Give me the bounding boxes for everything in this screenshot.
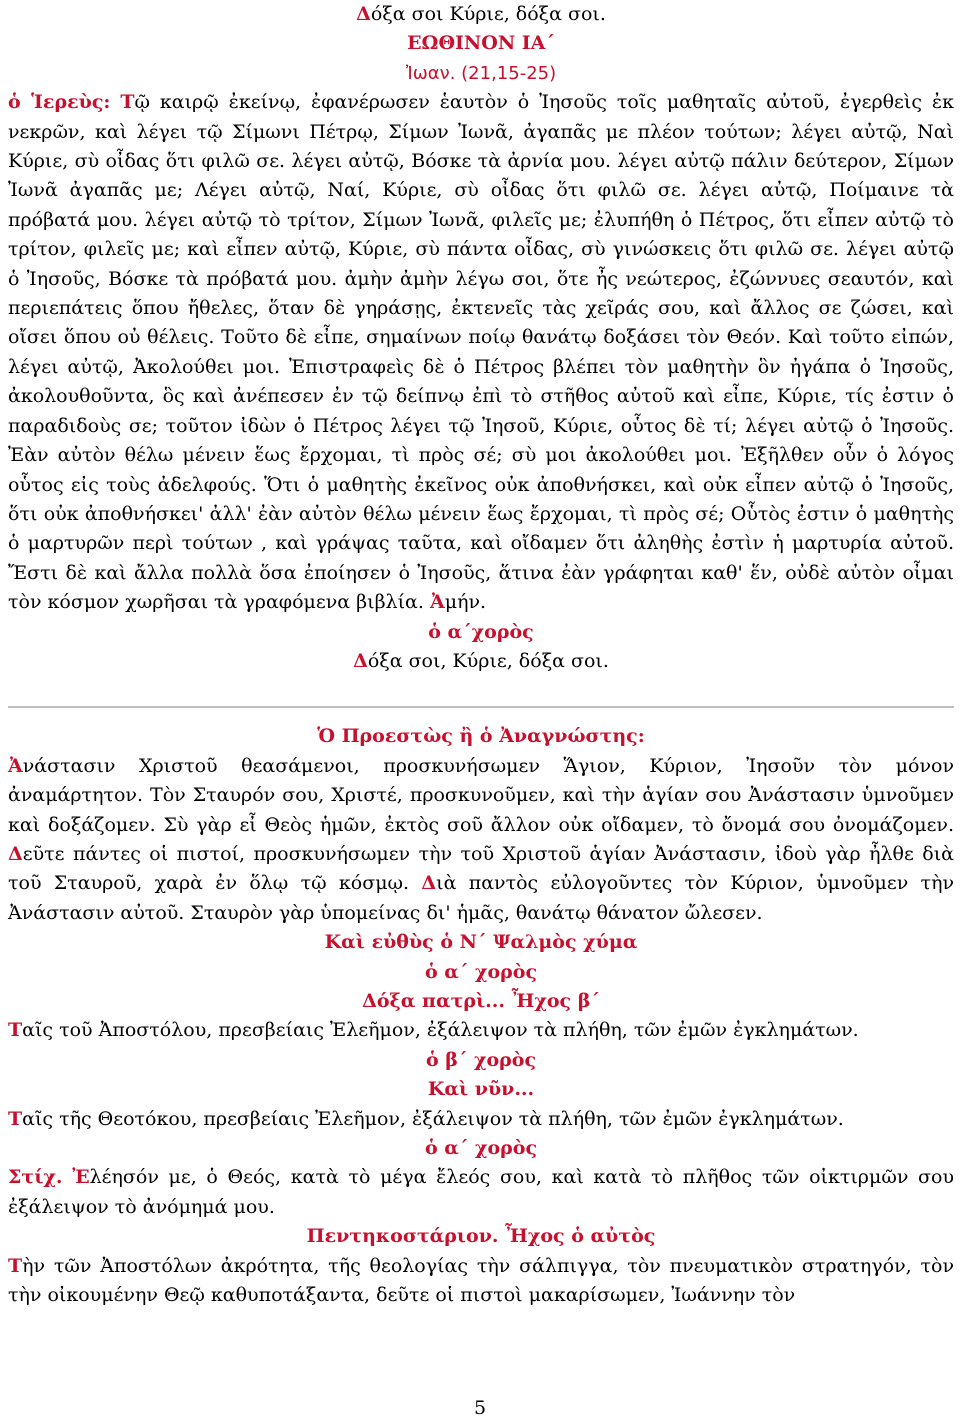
document-page: [8, 0, 954, 1310]
troparion-body: αῖς τῆς Θεοτόκου, πρεσβείαις Ἐλεῆμον, ἐξάλειψον τὰ πλήθη, τῶν ἐμῶν ἐγκλημάτων.: [22, 1107, 844, 1130]
psalm-verse: [8, 1163, 954, 1222]
verse-label: Στίχ.: [8, 1166, 63, 1189]
choir-label: ὁ α΄ χορὸς: [424, 960, 538, 983]
drop-initial: Δ: [356, 3, 371, 25]
hymn-body: ιὰ παντὸς εὐλογοῦντες τὸν Κύριον, ὑμνοῦμεν τὴν Ἀνάστασιν αὐτοῦ. Σταυρὸν γὰρ ὑπομείνας δι' ἡμᾶς, θανάτῳ θάνατον ὤλεσεν.: [8, 872, 955, 924]
doxology-text: όξα σοι Κύριε, δόξα σοι.: [370, 3, 606, 25]
drop-initial: Δ: [353, 649, 368, 672]
gospel-title: ΕΩΘΙΝΟΝ ΙΑ΄: [407, 32, 555, 55]
resurrection-hymn: [8, 752, 954, 928]
gospel-text: [8, 88, 954, 617]
now-heading: Καὶ νῦν...: [427, 1078, 535, 1101]
pentecostarion-heading: Πεντηκοστάριον. Ἦχος ὁ αὐτὸς: [306, 1225, 656, 1248]
hymn-body: ὴν τῶν Ἀποστόλων ἀκρότητα, τῆς θεολογίας τὴν σάλπιγγα, τὸν πνευματικὸν στρατηγόν, τὸν τὴν οἰκουμένην Θεῷ καθυποτάξαντα, δεῦτε οἱ πιστοὶ μακαρίσωμεν, Ἰωάννην τὸν: [8, 1254, 954, 1307]
drop-initial: Ἀ: [429, 591, 445, 614]
hymn-body: νάστασιν Χριστοῦ θεασάμενοι, προσκυνήσωμεν Ἅγιον, Κύριον, Ἰησοῦν τὸν μόνον ἀναμάρτητον. Τὸν Σταυρόν σου, Χριστέ, προσκυνοῦμεν, καὶ τὴν ἁγίαν σου Ἀνάστασιν ὑμνοῦμεν καὶ δοξάζομεν. Σὺ γὰρ εἶ Θεὸς ἡμῶν, ἐκτὸς σοῦ ἄλλον οὐκ οἴδαμεν, τὸ ὄνομά σου ὀνομάζομεν.: [8, 754, 954, 836]
priest-label: ὁ Ἱερεὺς:: [8, 91, 111, 114]
hymn-body: εῦτε πάντες οἱ πιστοί, προσκυνήσωμεν τὴν τοῦ Χριστοῦ ἁγίαν Ἀνάστασιν, ἰδοὺ γὰρ ἦλθε διὰ τοῦ Σταυροῦ, χαρὰ ἐν ὅλῳ τῷ κόσμῳ.: [8, 842, 954, 895]
drop-initial: Τ: [120, 91, 135, 114]
psalm-heading: Καὶ εὐθὺς ὁ Ν΄ Ψαλμὸς χύμα: [324, 931, 638, 954]
apostles-troparion: [8, 1016, 954, 1045]
drop-initial: Τ: [8, 1107, 23, 1130]
choir-label: ὁ β΄ χορὸς: [425, 1048, 537, 1071]
drop-initial: Δ: [421, 872, 437, 895]
reader-heading: Ὁ Προεστὼς ἢ ὁ Ἀναγνώστης:: [317, 725, 645, 748]
section-divider: [8, 706, 954, 708]
glory-heading: Δόξα πατρὶ... Ἦχος β΄: [362, 990, 600, 1012]
choir-label: ὁ α΄ χορὸς: [424, 1137, 538, 1160]
drop-initial: Τ: [8, 1254, 23, 1277]
drop-initial: Τ: [8, 1019, 23, 1042]
troparion-body: αῖς τοῦ Ἀποστόλου, πρεσβείαις Ἐλεῆμον, ἐξάλειψον τὰ πλήθη, τῶν ἐμῶν ἐγκλημάτων.: [22, 1019, 859, 1042]
doxology-bottom: [8, 647, 954, 676]
doxology-top: [8, 0, 954, 29]
drop-initial: Ἐ: [72, 1166, 90, 1189]
verse-body: λέησόν με, ὁ Θεός, κατὰ τὸ μέγα ἔλεός σου, καὶ κατὰ τὸ πλῆθος τῶν οἰκτιρμῶν σου ἐξάλειψον τὸ ἀνόμημά μου.: [8, 1166, 954, 1218]
drop-initial: Ἀ: [8, 754, 23, 777]
gospel-body: ῷ καιρῷ ἐκείνῳ, ἐφανέρωσεν ἑαυτὸν ὁ Ἰησοῦς τοῖς μαθηταῖς αὐτοῦ, ἐγερθεὶς ἐκ νεκρῶν, καὶ λέγει τῷ Σίμωνι Πέτρῳ, Σίμων Ἰωνᾶ, ἀγαπᾶς με πλέον τούτων; λέγει αὐτῷ, Ναὶ Κύριε, σὺ οἶδας ὅτι φιλῶ σε. λέγει αὐτῷ, Βόσκε τὰ ἀρνία μου. λέγει αὐτῷ πάλιν δεύτερον, Σίμων Ἰωνᾶ ἀγαπᾶς με; Λέγει αὐτῷ, Ναί, Κύριε, σὺ οἶδας ὅτι φιλῶ σε. λέγει αὐτῷ, Ποίμαινε τὰ πρόβατά μου. λέγει αὐτῷ τὸ τρίτον, Σίμων Ἰωνᾶ, φιλεῖς με; ἐλυπήθη ὁ Πέτρος, ὅτι εἶπεν αὐτῷ τὸ τρίτον, φιλεῖς με; καὶ εἶπεν αὐτῷ, Κύριε, σὺ πάντα οἶδας, σὺ γινώσκεις ὅτι φιλῶ σε. λέγει αὐτῷ ὁ Ἰησοῦς, Βόσκε τὰ πρόβατά μου. ἀμὴν ἀμὴν λέγω σοι, ὅτε ἦς νεώτερος, ἐζώννυες σεαυτόν, καὶ περιεπάτεις ὅπου ἤθελες, ὅταν δὲ γηράσῃς, ἐκτενεῖς τὰς χεῖράς σου, καὶ ἄλλος σε ζώσει, καὶ οἴσει ὅπου οὐ θέλεις. Τοῦτο δὲ εἶπε, σημαίνων ποίῳ θανάτῳ δοξάσει τὸν Θεόν. Καὶ τοῦτο εἰπών, λέγει αὐτῷ, Ἀκολούθει μοι. Ἐπιστραφεὶς δὲ ὁ Πέτρος βλέπει τὸν μαθητὴν ὃν ἠγάπα ὁ Ἰησοῦς, ἀκολουθοῦντα, ὃς καὶ ἀνέπεσεν ἐν τῷ δείπνῳ ἐπὶ τὸ στῆθος αὐτοῦ καὶ εἶπε, Κύριε, τίς ἐστιν ὁ παραδιδοὺς σε; τοῦτον ἰδὼν ὁ Πέτρος λέγει τῷ Ἰησοῦ, Κύριε, οὗτος δὲ τί; λέγει αὐτῷ ὁ Ἰησοῦς. Ἐὰν αὐτὸν θέλω μένειν ἕως ἔρχομαι, τὶ πρὸς σέ; σὺ μοι ἀκολούθει μοι. Ἐξῆλθεν οὖν ὁ λόγος οὗτος εἰς τοὺς ἀδελφούς. Ὅτι ὁ μαθητὴς ἐκεῖνος οὐκ ἀποθνήσκει, καὶ οὐκ εἶπεν αὐτῷ ὁ Ἰησοῦς, ὅτι οὐκ ἀποθνήσκει' ἀλλ' ἐὰν αὐτὸν θέλω μένειν ἕως ἔρχομαι, τὶ πρὸς σέ; Οὗτὸς ἐστιν ὁ μαθητὴς ὁ μαρτυρῶν περὶ τούτων , καὶ γράψας ταῦτα, καὶ οἴδαμεν ὅτι ἀληθὴς ἐστὶν ἡ μαρτυρία αὐτοῦ. Ἔστι δὲ καὶ ἄλλα πολλὰ ὅσα ἐποίησεν ὁ Ἰησοῦς, ἅτινα ἐὰν γράφηται καθ' ἕν, οὐδὲ αὐτὸν οἶμαι τὸν κόσμον χωρῆσαι τὰ γραφόμενα βιβλία.: [8, 91, 954, 614]
amen-text: μήν.: [444, 591, 487, 614]
gospel-reference: Ἰωαν. (21,15-25): [405, 62, 557, 84]
theotokos-troparion: [8, 1105, 954, 1134]
doxology-text: όξα σοι, Κύριε, δόξα σοι.: [367, 649, 609, 672]
page-number: 5: [473, 1397, 487, 1419]
pentecostarion-hymn: [8, 1252, 954, 1311]
choir-label: ὁ α΄χορὸς: [428, 620, 534, 643]
drop-initial: Δ: [8, 842, 23, 865]
